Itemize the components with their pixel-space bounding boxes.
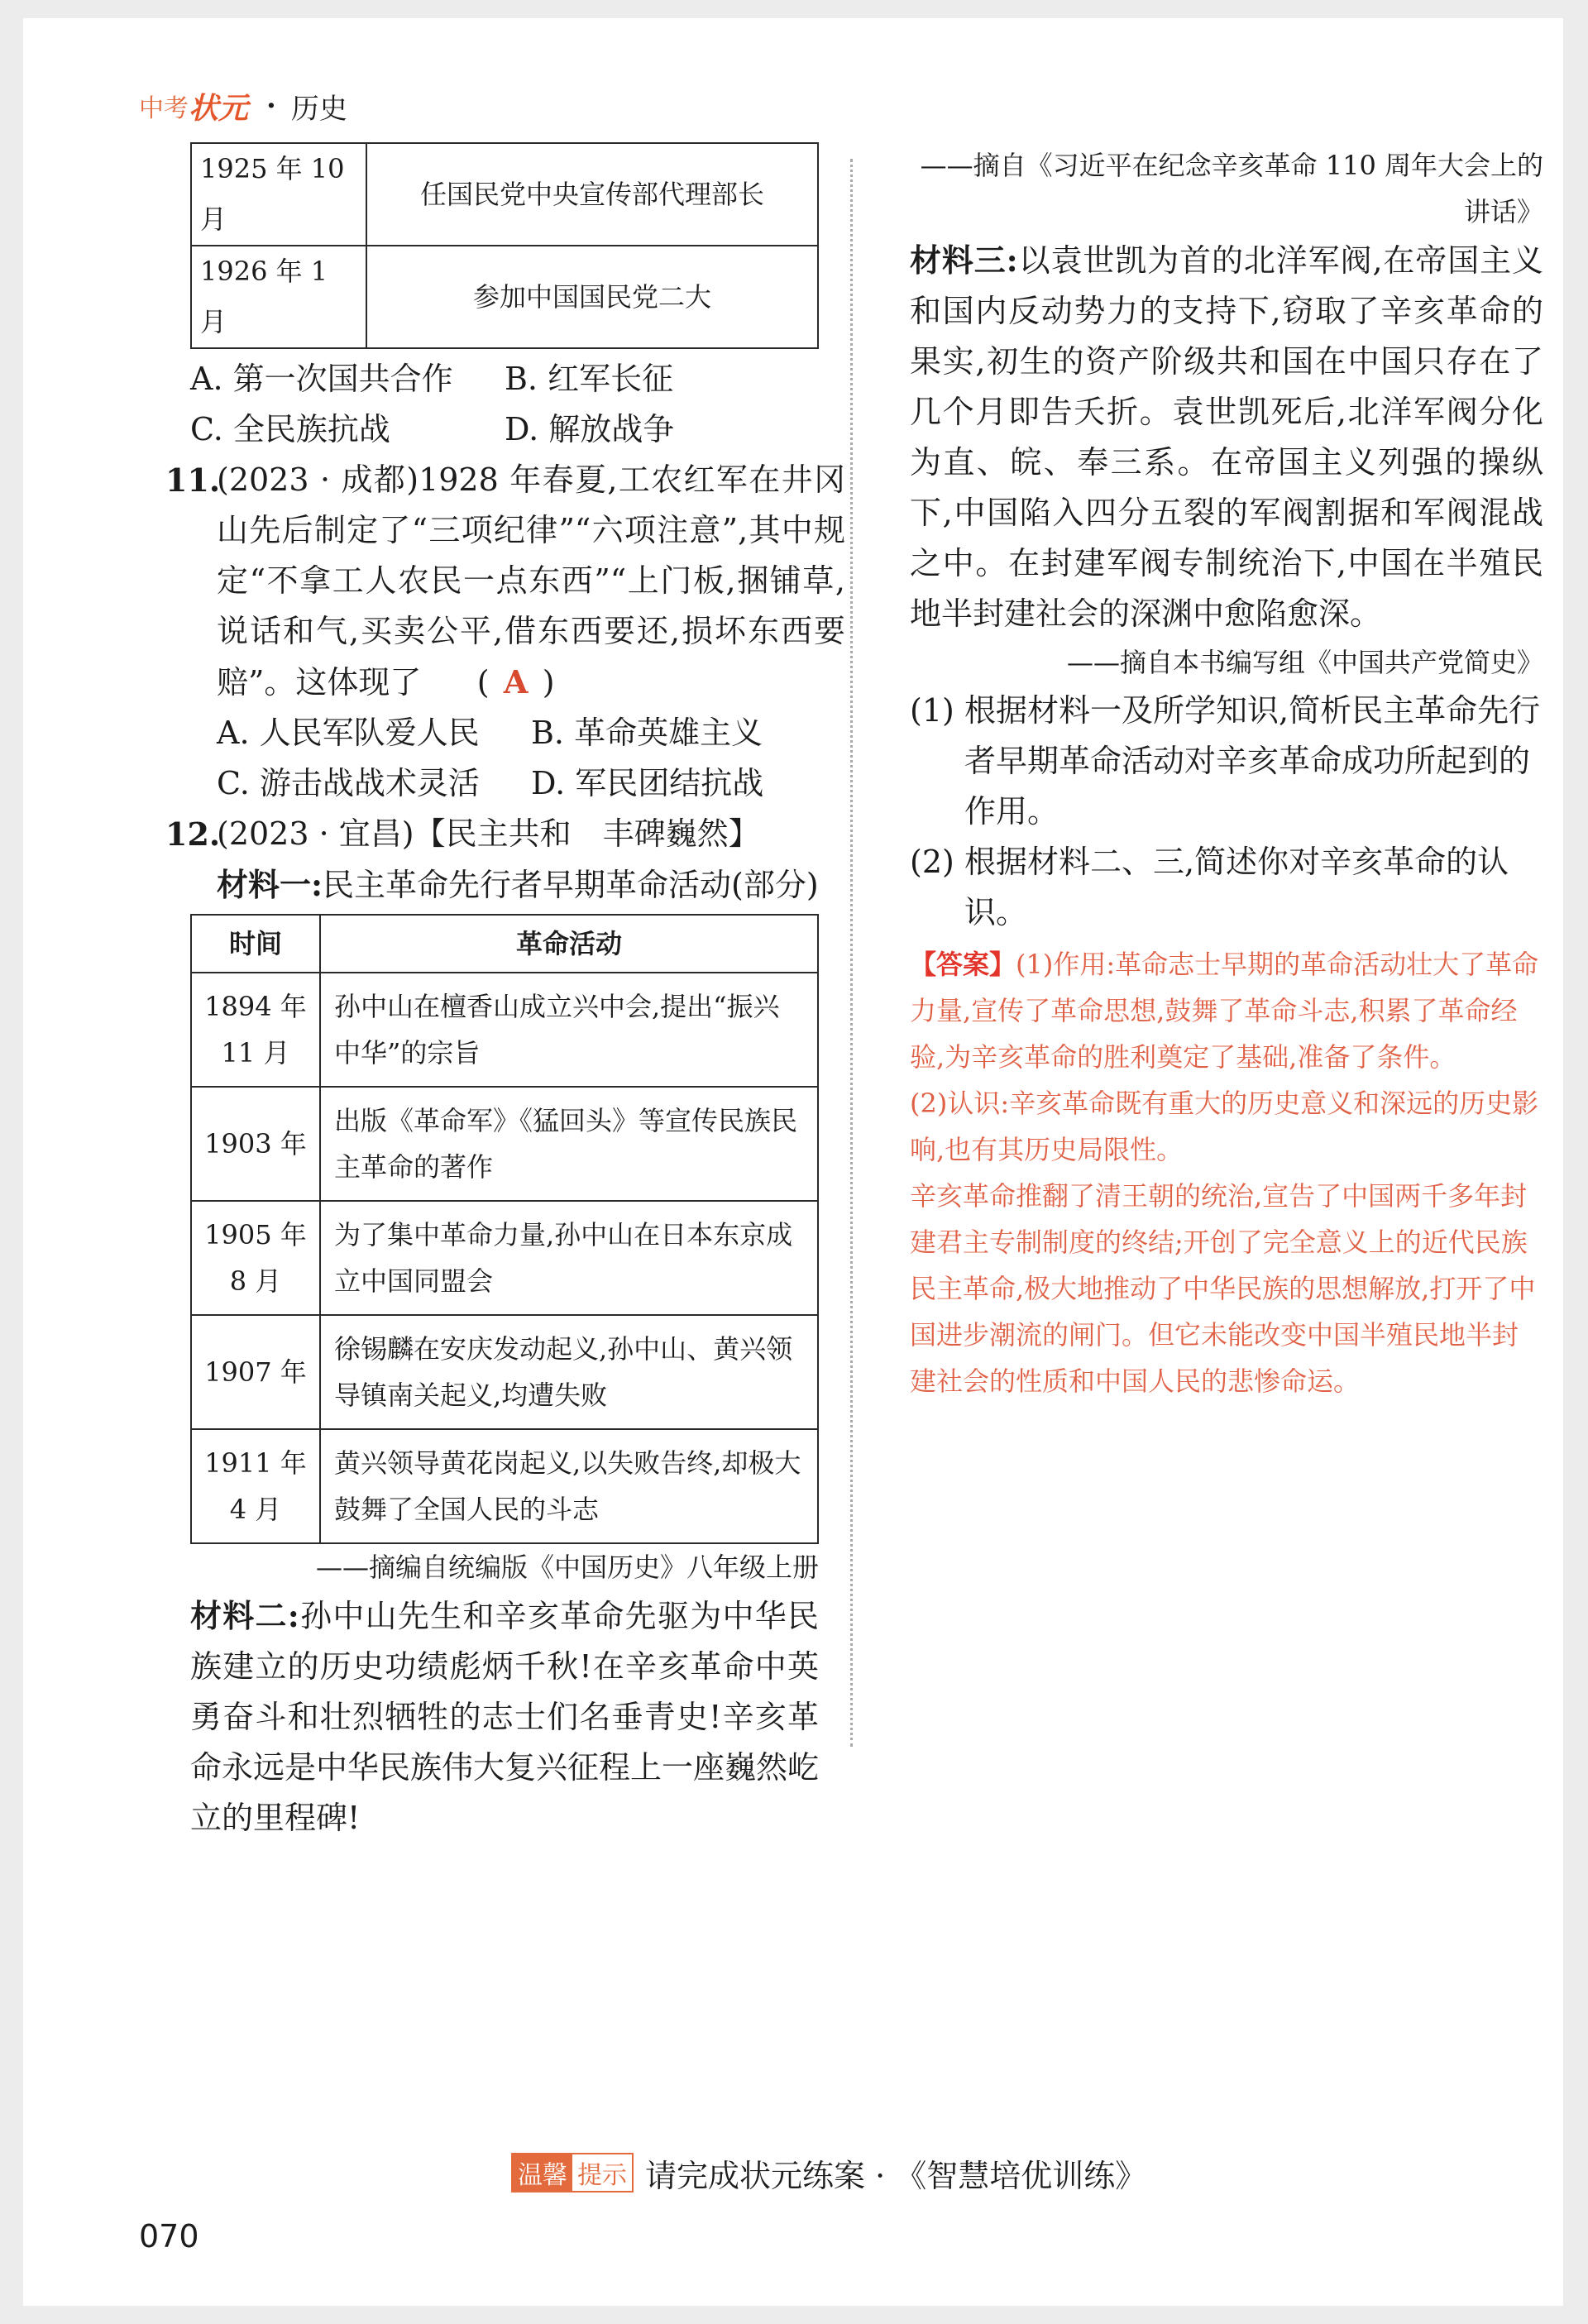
- table-cell-event: 任国民党中央宣传部代理部长: [366, 143, 818, 246]
- table-cell-time: 1907 年: [191, 1315, 320, 1429]
- q10-table: [190, 142, 819, 349]
- sub-question-2: [910, 837, 1543, 938]
- material-1-text: 民主革命先行者早期革命活动(部分): [323, 867, 819, 903]
- question-title: (2023 · 宜昌)【民主共和 丰碑巍然】: [217, 815, 760, 852]
- answer-part-2: (2)认识:辛亥革命既有重大的历史意义和深远的历史影响,也有其历史局限性。: [910, 1088, 1539, 1165]
- answer-label: 【答案】: [910, 949, 1016, 980]
- question-body: [217, 455, 845, 809]
- column-header-activity: 革命活动: [320, 915, 818, 973]
- tip-text: 请完成状元练案 · 《智慧培优训练》: [645, 2157, 1147, 2194]
- footer-tip: [511, 2152, 1146, 2193]
- table-row: [191, 1087, 818, 1201]
- left-column: [165, 142, 845, 1843]
- option-c: C. 全民族抗战: [190, 411, 390, 447]
- brand-prefix: 中考: [139, 94, 189, 123]
- tip-badge-right: 提示: [577, 2161, 627, 2190]
- table-cell-time: 1911 年 4 月: [191, 1429, 320, 1543]
- page: [23, 18, 1563, 2306]
- question-body: [217, 809, 819, 911]
- tip-badge-left: 温馨: [513, 2154, 572, 2191]
- page-header: [139, 81, 347, 131]
- table-cell-time: 1905 年 8 月: [191, 1201, 320, 1315]
- sub-question-text: 根据材料二、三,简述你对辛亥革命的认识。: [964, 844, 1509, 930]
- material-2-label: 材料二:: [190, 1597, 299, 1634]
- material-2: [190, 1590, 819, 1843]
- answer-part-3: 辛亥革命推翻了清王朝的统治,宣告了中国两千多年封建君主专制制度的终结;开创了完全意义上的近代民族民主革命,极大地推动了中华民族的思想解放,打开了中国进步潮流的闸门。但它未能改变中国半殖民地半封建社会的性质和中国人民的悲惨命运。: [910, 1180, 1536, 1397]
- table-cell-activity: 徐锡麟在安庆发动起义,孙中山、黄兴领导镇南关起义,均遭失败: [320, 1315, 818, 1429]
- paren-close: ): [542, 664, 555, 701]
- table-cell-time: 1894 年 11 月: [191, 973, 320, 1087]
- question-12: [165, 809, 819, 911]
- material-1-source: ——摘编自统编版《中国历史》八年级上册: [315, 1552, 819, 1583]
- table-cell-time: 1903 年: [191, 1087, 320, 1201]
- option-d: D. 解放战争: [505, 411, 675, 447]
- subject-title: 历史: [290, 92, 347, 126]
- table-cell-activity: 孙中山在檀香山成立兴中会,提出“振兴中华”的宗旨: [320, 973, 818, 1087]
- q11-options-row1: [217, 708, 845, 758]
- table-row: [191, 1315, 818, 1429]
- option-a: A. 人民军队爱人民: [217, 715, 480, 751]
- table-row: [191, 1429, 818, 1543]
- table-cell-activity: 黄兴领导黄花岗起义,以失败告终,却极大鼓舞了全国人民的斗志: [320, 1429, 818, 1543]
- answer-mark: A: [503, 663, 529, 701]
- table-row: [191, 973, 818, 1087]
- option-b: B. 革命英雄主义: [531, 715, 763, 751]
- column-header-time: 时间: [191, 915, 320, 973]
- material-1: [217, 859, 819, 911]
- paren-open: (: [476, 664, 490, 701]
- material-3-source: ——摘自本书编写组《中国共产党简史》: [1066, 647, 1543, 678]
- answer-text: (1)作用:革命志士早期的革命活动壮大了革命力量,宣传了革命思想,鼓舞了革命斗志,积累了革命经验,为辛亥革命的胜利奠定了基础,准备了条件。: [910, 949, 1539, 1073]
- question-text: (2023 · 成都)1928 年春夏,工农红军在井冈山先后制定了“三项纪律”“六项注意”,其中规定“不拿工人农民一点东西”“上门板,捆铺草,说话和气,买卖公平,借东西要还,损坏东西要赔”。这体现了: [217, 461, 845, 701]
- material-3-text: 以袁世凯为首的北洋军阀,在帝国主义和国内反动势力的支持下,窃取了辛亥革命的果实,初生的资产阶级共和国在中国只存在了几个月即告夭折。袁世凯死后,北洋军阀分化为直、皖、奉三系。在帝国主义列强的操纵下,中国陷入四分五裂的军阀割据和军阀混战之中。在封建军阀专制统治下,中国在半殖民地半封建社会的深渊中愈陷愈深。: [910, 242, 1543, 632]
- answer-part-1: [910, 941, 1543, 1080]
- q10-options-row2: [190, 404, 819, 455]
- revolution-table: [190, 914, 819, 1544]
- option-c: C. 游击战战术灵活: [217, 765, 480, 801]
- question-11: [165, 455, 845, 809]
- sub-question-mark: (2): [910, 844, 954, 880]
- column-divider: [850, 159, 853, 1747]
- tip-badge: [511, 2153, 634, 2192]
- header-dot: ·: [266, 89, 276, 122]
- material-1-label: 材料一:: [217, 866, 323, 903]
- option-d: D. 军民团结抗战: [531, 765, 764, 801]
- material-2-text: 孙中山先生和辛亥革命先驱为中华民族建立的历史功绩彪炳千秋!在辛亥革命中英勇奋斗和壮烈牺牲的志士们名垂青史!辛亥革命永远是中华民族伟大复兴征程上一座巍然屹立的里程碑!: [190, 1598, 820, 1836]
- material-3-label: 材料三:: [910, 241, 1018, 279]
- sub-question-mark: (1): [910, 692, 954, 729]
- table-cell-event: 参加中国国民党二大: [366, 246, 818, 348]
- table-header-row: [191, 915, 818, 973]
- option-a: A. 第一次国共合作: [190, 361, 453, 397]
- brand-logo: 状元: [189, 90, 249, 126]
- question-number: 12.: [165, 815, 221, 853]
- table-row: [191, 143, 818, 246]
- table-row: [191, 246, 818, 348]
- table-cell-activity: 出版《革命军》《猛回头》等宣传民族民主革命的著作: [320, 1087, 818, 1201]
- q10-options-row1: [190, 354, 819, 404]
- q11-options-row2: [217, 758, 845, 809]
- table-row: [191, 1201, 818, 1315]
- question-number: 11.: [165, 461, 221, 499]
- sub-question-text: 根据材料一及所学知识,简析民主革命先行者早期革命活动对辛亥革命成功所起到的作用。: [964, 692, 1541, 830]
- material-3: [910, 235, 1543, 639]
- table-cell-time: 1926 年 1 月: [191, 246, 366, 348]
- page-number: 070: [139, 2218, 199, 2255]
- material-2-source: ——摘自《习近平在纪念辛亥革命 110 周年大会上的讲话》: [920, 150, 1543, 227]
- option-b: B. 红军长征: [505, 361, 674, 397]
- answer-block: [910, 941, 1543, 1404]
- sub-question-1: [910, 686, 1543, 837]
- right-column: [910, 142, 1543, 1404]
- table-cell-activity: 为了集中革命力量,孙中山在日本东京成立中国同盟会: [320, 1201, 818, 1315]
- table-cell-time: 1925 年 10 月: [191, 143, 366, 246]
